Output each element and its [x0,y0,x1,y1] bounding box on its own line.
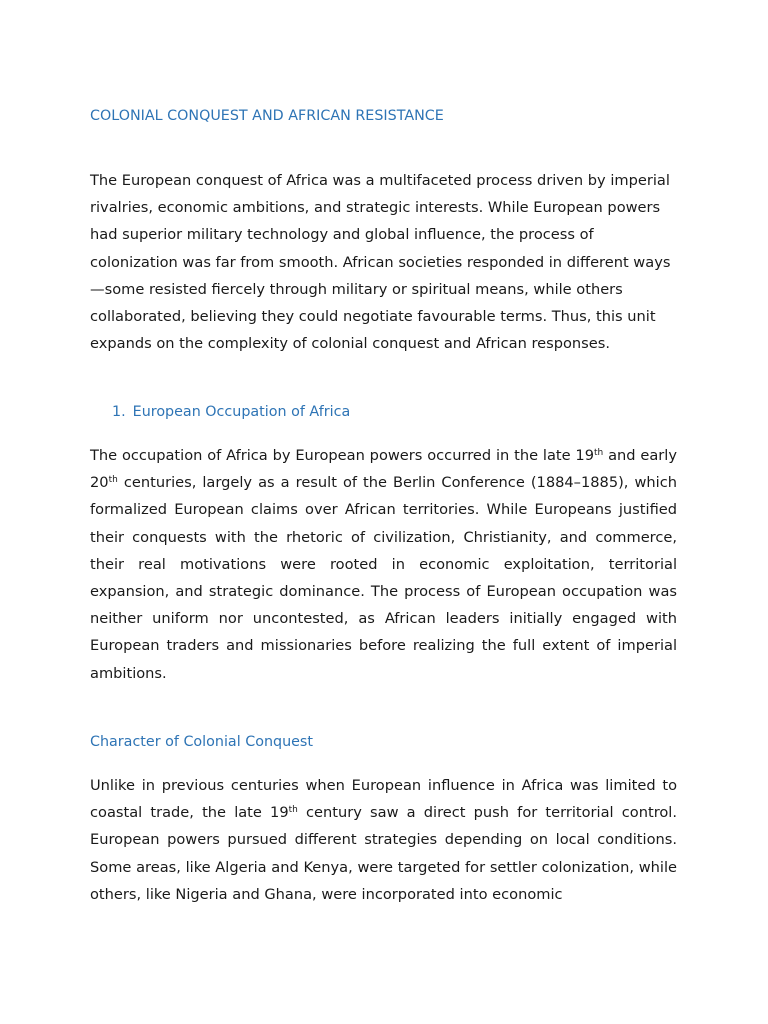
paragraph-text: Unlike in previous centuries when European influence in Africa was limited to coastal trade, the late 19 [90,777,677,822]
section-number: 1. [112,404,126,420]
superscript: th [108,475,118,486]
character-paragraph [90,772,677,908]
occupation-paragraph [90,442,677,687]
paragraph-text: and early 20 [90,447,678,492]
paragraph-text: centuries, largely as a result of the Berlin Conference (1884–1885), which formalized European claims over African territories. While Europeans justified their conquests with the rhetoric of civilization, Christianity, and commerce, their real motivations were rooted in economic exploitation, territorial expansion, and strategic dominance. The process of European occupation was neither uniform nor uncontested, as African leaders initially engaged with European traders and missionaries before realizing the full extent of imperial ambitions. [90,474,677,682]
section-heading-text: European Occupation of Africa [132,404,351,420]
superscript: th [594,448,604,458]
paragraph-text: century saw a direct push for territorial control. European powers pursued different strategies depending on local conditions. Some areas, like Algeria and Kenya, were targeted for settler colonization, while others, like Nigeria and Ghana, were incorporated into economic [90,804,677,903]
superscript: th [288,805,298,816]
section-heading-european-occupation [112,404,350,420]
section-heading-character-of-conquest: Character of Colonial Conquest [90,734,313,750]
document-title: COLONIAL CONQUEST AND AFRICAN RESISTANCE [90,108,444,124]
intro-paragraph: The European conquest of Africa was a multifaceted process driven by imperial rivalries, economic ambitions, and strategic interests. While European powers had superior military technology and global influence, the process of colonization was far from smooth. African societies responded in different ways—some resisted fiercely through military or spiritual means, while others collaborated, believing they could negotiate favourable terms. Thus, this unit expands on the complexity of colonial conquest and African responses. [90,172,671,353]
paragraph-text: The occupation of Africa by European powers occurred in the late 19 [90,447,595,464]
